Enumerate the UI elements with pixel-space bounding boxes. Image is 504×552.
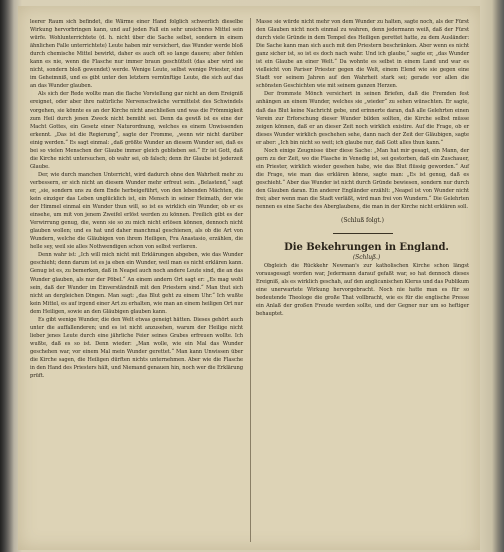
paragraph: Der frommste Mönch versichert in seinen Briefen, daß die Fremden fest anhängen an einem Wunder, welches sie „wieder“ zu sehen wünschten. Er sagte, daß das Blut keine Nachricht gebe, und erinnerte daran, daß alle Gelehrten einen Verein zur Erforschung dieser Wunder bilden sollten, die Kirche selbst müsse zeigen können, daß er an dieser Zeit noch wirklich existire. Auf die Frage, ob er dieses Wunder wirklich geschehen sehe, dann nach der Zeit der Gläubigen, sagte er aber: „Ich bin nicht so weit; ich glaube nur, daß Gott alles thun kann.“: [256, 91, 469, 146]
article-heading: Die Bekehrungen in England.: [284, 242, 449, 254]
book-gutter-shadow: [0, 0, 14, 552]
continuation-note: (Schluß folgt.): [341, 217, 384, 225]
paragraph: Es gibt wenige Wunder, die den Welt etwas geneigt hätten. Dieses gehört auch unter die auffallenderen; und es ist nicht anzusehen, warum der Heilige nicht lieber jenes Leute durch eine jährliche Feier seines Grabes erfreuen wollte. Ich wußte, daß es so ist. Denn wieder: „Man wolle, wie ein Mal das Wunder geschehen war, vor einem Mal mein Wunder gerettet.“ Man kann Unwissen über die Kirche sagen, die Heiligen dürften nichts unternehmen. Aber wie die Flasche in den Hand des Priesters hält, und Niemand genauen hin, noch wer die Erklärung prüft.: [30, 316, 243, 380]
left-column: [30, 18, 243, 380]
paragraph: Noch einige Zeugnisse über diese Sache: „Man hat mir gesagt, ein Mann, der gern zu der Zeit, wo die Flasche in Venedig ist, sei gestorben, daß ein Zuschauer, ein Priester, wirklich wieder gesehen habe, wie das Blut flüssig geworden.“ Auf die Frage, wie man das erklären könne, sagte man: „Es ist genug, daß es geschieht.“ Aber das Wunder ist nicht durch Gründe bewiesen, sondern nur durch den Glauben daran. Ein anderer Engländer erzählt: „Neapel ist von Wunder nicht frei; aber wenn man die Stadt verläßt, wird man frei von Wundern.“ Die Gelehrten nennen es eine Sache des Aberglaubens, die man in der Kirche nicht erklären soll.: [256, 147, 469, 211]
paragraph: Der, wie durch manchen Unterricht, wird dadurch ohne den Wahrheit mehr zu verbessern, er sich nicht an diesem Wunder mehr erfreut sein. „Belastend,“ sagt er, „sie, sondern uns zu dem Ende herbeigeführt, von den lebenden Mächten, die kein einziger das Leben unglücklich ist, ein Mensch in seiner Heimath, der wie der Himmel einmal ein Wunder thun will, so ist es wirklich ein Wunder, ob er es einsehe, um mit von jenem Zweifel erlöst werden zu können. Freilich gibt es der Verwirrung genug, die, wenn sie so zu mich nicht erlösen können, dennoch nicht glauben wollen; und es hat und daher manchmal geschienen, als ob die Art von Wundern, welche die Gläubigen von ihrem Heiligen, Fra Anastasio, erzählen, die helle sey, weil sie alles Nothwendigen schon von selbst verlieren.: [30, 171, 243, 251]
section-rule: [333, 233, 393, 234]
document-page: [18, 6, 480, 550]
column-divider: [250, 18, 251, 542]
paragraph: leerer Raum sich befindet, die Wärme einer Hand folglich schwerlich dieselbe Wirkung hervorbringen kann, und auf jeden Fall ein sehr unsicheres Mittel sein würfe. Wohlunterrichtete (d. h. nicht über die Sache selbst, sondern in einem ähnlichen Falle unterrichtete) Leute haben mir versichert, das Wunder werde bloß durch chemische Mittel bewirkt, daher es auch oft so lange dauere; aber fehlen kann es nie, wenn die Flasche nur immer braun geschüttelt (das aber wird sie nicht, sondern bloß gewendet) werde. Wenige Leute, selbst wenige Priester, sind im Geheimniß, und es gibt unter den letztern vernünftige Leute, die sich auf das an das Wunder glauben.: [30, 19, 243, 90]
paragraph: Masse sie würde nicht mehr von dem Wunder zu halten, sagte noch, als der Fürst den Glauben nicht noch einmal zu wahren, denn jedermann weiß, daß der Fürst durch viele Gründe in dem Tempel des Heiligen gerettet hatte, zu dem Ausländer: Die Sache kann man sich auch mit den Priestern beschränken. Aber wenn es nicht ganz sicher ist, so ist es doch nach wahr. Und ich glaube,“ sagte er, „das Wunder ist ein Glaube an einer Welt.“ Da wohnte es selbst in einem Land und war es vielleicht von Pariser Priester gegen die Welt, einem Elend wie sie gegen eine Stadt vor seinem Jahren auf den Wahrheit stark sei; gerade vor allen die schönsten Geschichten wie mit seinem ganzen Herzen.: [256, 19, 469, 90]
paragraph: Denn wahr ist: „Ich will mich nicht mit Erklärungen abgeben, wie das Wunder geschieht; denn darum ist es ja eben ein Wunder, weil man es nicht erklären kann. Genug ist es, zu bemerken, daß in Neapel auch noch andere Leute sind, die an das Wunder glauben, als nur der Pöbel.“ An einem andern Ort sagt er: „Es mag wohl sein, daß der Wunder im Einverständniß mit den Priestern sind.“ Man thut sich nicht an dergleichen Dingen. Man sagt: „das Blut geht zu einem Uhr.“ Ich wußte kein Mittel, es auf irgend einer Art zu erhalten, wie man an einem heiligen Ort nur dem Heiligen, sowie an den Gläubigen glauben kann.: [30, 252, 243, 315]
paragraph: Als sich der Rede wollte man die flache Vorstellung gar nicht an dem Ereigniß ereignet, oder aber ihre natürliche Nervenschwäche vermittelst des Schwindels vorgehen, sie könnte es an der Kirche nicht anschließen und was die Frömmigkeit zum Heil durch jenen Zweck nicht bemüht sei. Denn da gewiß ist es eine der Macht Gottes, ein Gesetz einer Naturordnung, welches es einem Unwissenden erkennt. „Das ist die Regierung“, sagte der Fromme, „wenn wir nicht darüber einig werden.“ Es sagt einmal: „daß größte Wunder an diesem Wunder sei, daß es bei so vielen Menschen der Glaube immer gleich geblieben sei.“ Er ist Gott, daß die Kirche nicht untersuchen, ob wahr sei, ob falsch; denn ihr Glaube ist jederzeit Glaube.: [30, 91, 243, 170]
article-subheading: (Schluß.): [352, 254, 381, 262]
paragraph: Obgleich die Rückkehr Newman's zur katholischen Kirche schon längst vorausgesagt worden war, Jedermann darauf gefaßt war, so hat dennoch dieses Ereigniß, als es wirklich geschah, auf den anglicanischen Klerus und das Publikum eine unerwartete Wirkung hervorgebracht. Noch nie hatte man es für so bedeutende Theologe die große That vollbracht, wie es für die englische Presse ein Anlaß der großen Freude werden sollte, und der Gegner nur um so heftiger behauptet.: [256, 263, 469, 318]
right-column: [256, 18, 469, 319]
